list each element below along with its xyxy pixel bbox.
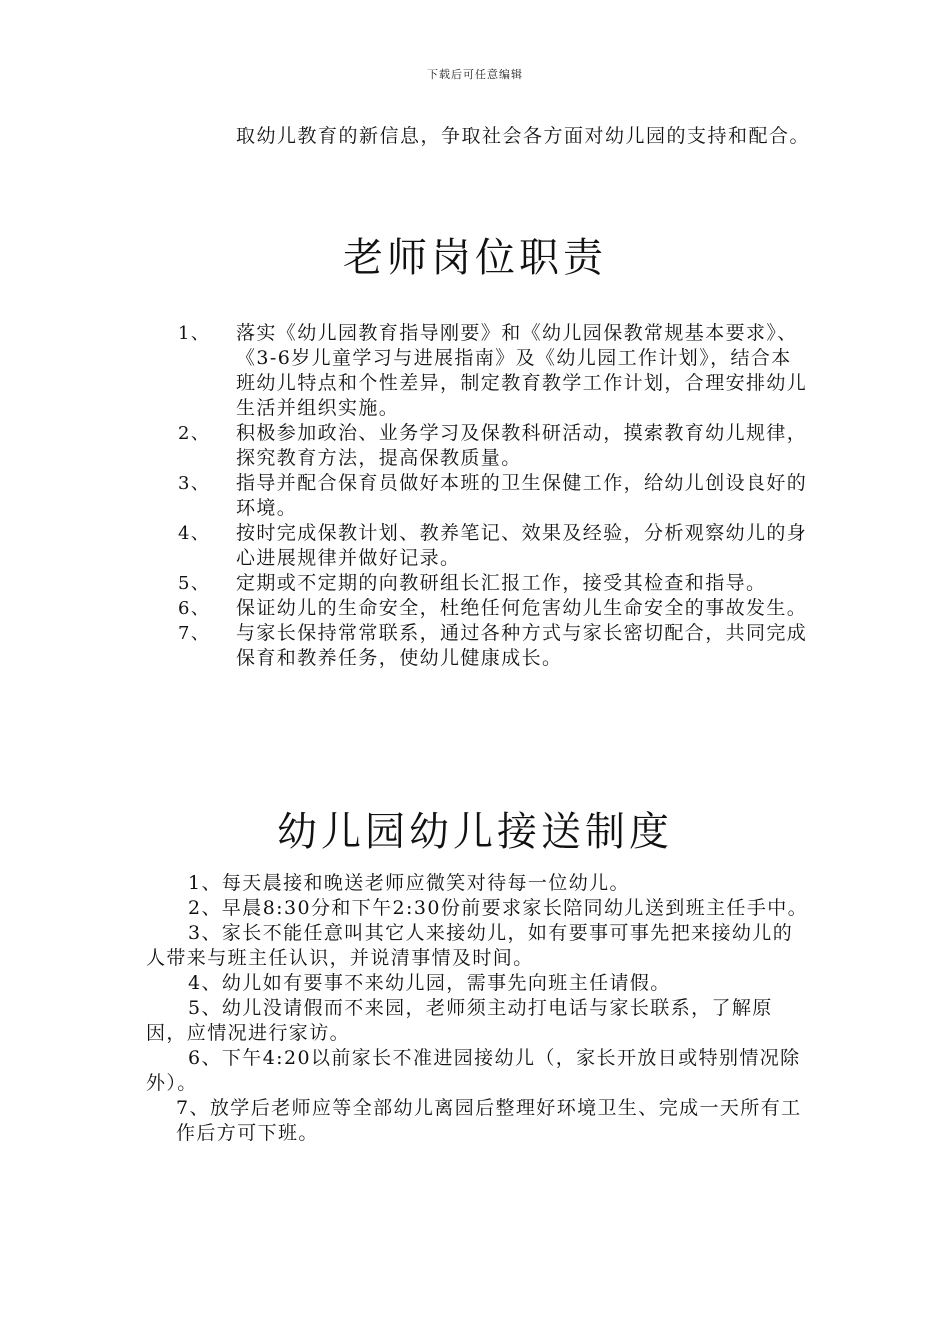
teacher-duties-list [170,321,810,671]
section-title-pickup-policy: 幼儿园幼儿接送制度 [277,809,673,855]
list-item-text: 落实《幼儿园教育指导刚要》和《幼儿园保教常规基本要求》、《3-6岁儿童学习与进展指南》及《幼儿园工作计划》，结合本班幼儿特点和个性差异，制定教育教学工作计划，合理安排幼儿生活并组织实施。 [236,322,808,419]
page-header-note: 下载后可任意编辑 [427,68,523,81]
list-item: 4、幼儿如有要事不来幼儿园，需事先向班主任请假。 [188,972,671,994]
list-item [170,421,810,471]
list-item: 6、下午4:20以前家长不准进园接幼儿（，家长开放日或特别情况除外）。 [146,1047,801,1094]
list-item-number: 4、 [178,523,211,544]
list-item-number: 5、 [178,573,211,594]
list-item [170,321,810,421]
pickup-policy-list [146,871,810,1146]
list-item-number: 6、 [178,598,211,619]
section-title-teacher-duties: 老师岗位职责 [343,235,607,281]
list-item [170,596,810,621]
list-item-text: 与家长保持常常联系，通过各种方式与家长密切配合，共同完成保育和教养任务，使幼儿健康成长。 [236,622,808,669]
list-item-number: 1、 [178,323,211,344]
list-item [170,471,810,521]
list-item: 3、家长不能任意叫其它人来接幼儿，如有要事可事先把来接幼儿的人带来与班主任认识，并说清事情及时间。 [146,922,794,969]
list-item-text: 保证幼儿的生命安全，杜绝任何危害幼儿生命安全的事故发生。 [236,597,808,619]
list-item [170,621,810,671]
list-item-text: 定期或不定期的向教研组长汇报工作，接受其检查和指导。 [236,572,767,594]
list-item: 1、每天晨接和晚送老师应微笑对待每一位幼儿。 [188,872,630,894]
list-item-text: 指导并配合保育员做好本班的卫生保健工作，给幼儿创设良好的环境。 [236,472,808,519]
list-item [170,521,810,571]
list-item: 7、放学后老师应等全部幼儿离园后整理好环境卫生、完成一天所有工作后方可下班。 [176,1097,802,1144]
list-item-text: 积极参加政治、业务学习及保教科研活动，摸索教育幼儿规律，探究教育方法，提高保教质量。 [236,422,808,469]
list-item: 2、早晨8:30分和下午2:30份前要求家长陪同幼儿送到班主任手中。 [188,897,809,919]
list-item-text: 按时完成保教计划、教养笔记、效果及经验，分析观察幼儿的身心进展规律并做好记录。 [236,522,808,569]
list-item [170,571,810,596]
list-item-number: 2、 [178,423,211,444]
list-item-number: 3、 [178,473,211,494]
list-item: 5、幼儿没请假而不来园，老师须主动打电话与家长联系，了解原因，应情况进行家访。 [146,997,773,1044]
list-item-number: 7、 [178,623,211,644]
carry-over-paragraph: 取幼儿教育的新信息，争取社会各方面对幼儿园的支持和配合。 [236,125,811,147]
